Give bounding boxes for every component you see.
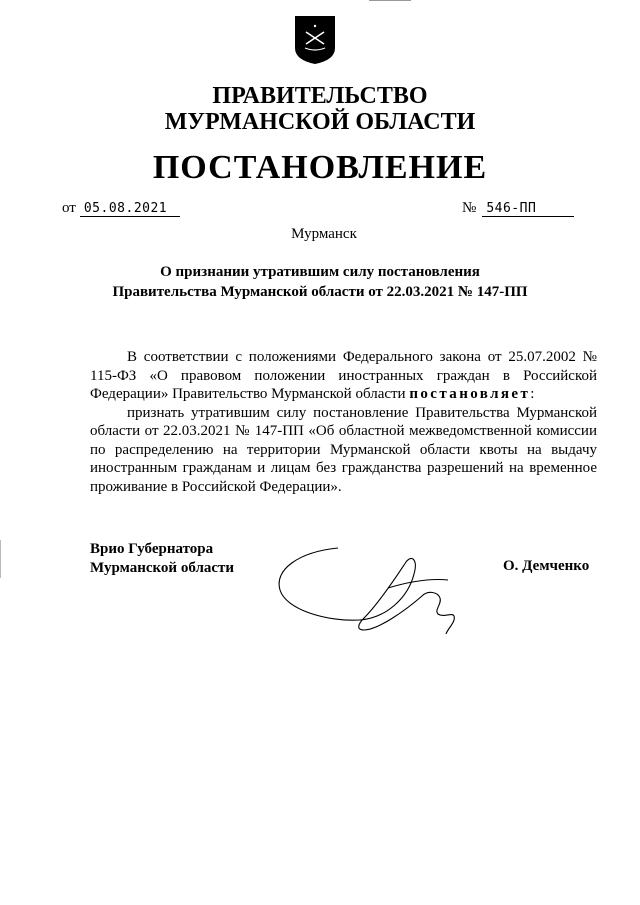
signer-position-line1: Врио Губернатора xyxy=(90,541,214,557)
number-prefix: № xyxy=(462,200,477,216)
date-value: 05.08.2021 xyxy=(80,201,180,217)
subject-line2: Правительства Мурманской области от 22.03.2021 № 147-ПП xyxy=(112,284,528,300)
government-title-line2: МУРМАНСКОЙ ОБЛАСТИ xyxy=(164,109,476,135)
body-paragraph-1-text: В соответствии с положениями Федерального закона от 25.07.2002 № 115-ФЗ «О правовом положении иностранных граждан в Российской Федерации» Правительство Мурманской области xyxy=(90,349,597,402)
murmansk-coat-of-arms-icon xyxy=(293,14,337,66)
date-prefix: от xyxy=(62,200,76,216)
date-field xyxy=(62,200,180,217)
government-title-line1: ПРАВИТЕЛЬСТВО xyxy=(212,83,428,109)
document-body xyxy=(90,348,597,496)
signer-position-line2: Мурманской области xyxy=(90,560,235,576)
number-value: 546-ПП xyxy=(482,201,574,217)
body-paragraph-1 xyxy=(90,348,597,404)
signer-position xyxy=(90,540,234,578)
number-field xyxy=(462,200,574,217)
document-type: ПОСТАНОВЛЕНИЕ xyxy=(152,149,488,186)
resolves-word: постановляет xyxy=(409,386,531,402)
subject-line1: О признании утратившим силу постановления xyxy=(160,264,480,280)
scan-mark xyxy=(369,0,411,1)
handwritten-signature xyxy=(268,538,468,638)
document-subject xyxy=(0,262,640,302)
body-paragraph-1-end: : xyxy=(530,386,535,402)
signer-name: О. Демченко xyxy=(503,558,590,574)
city: Мурманск xyxy=(291,226,357,242)
body-paragraph-2: признать утратившим силу постановление Правительства Мурманской области от 22.03.2021 № 147-ПП «Об областной межведомственной комиссии по распределению на территории Мурманской области квоты на выдачу иностранным гражданам и лицам без гражданства разрешений на временное проживание в Российской Федерации». xyxy=(90,404,597,495)
scan-margin-line xyxy=(0,540,1,578)
